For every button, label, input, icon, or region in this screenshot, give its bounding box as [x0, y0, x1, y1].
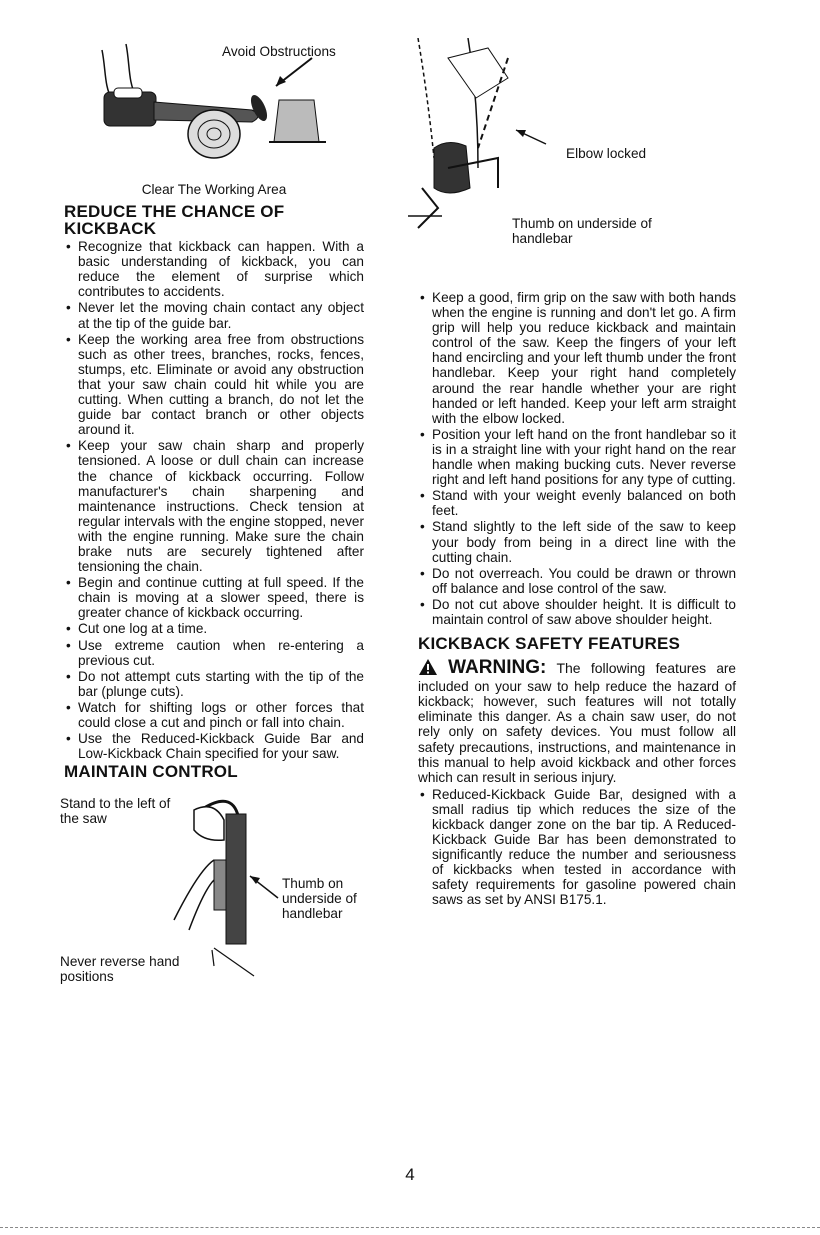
list-item: • Reduced-Kickback Guide Bar, designed with a small radius tip which reduces the size of the kickback danger zone on the bar tip. A Reduced-Kickback Guide Bar has been demonstrated to significantly reduce the number and seriousness of kickbacks when tested in accordance with safety requirements for gasoline powered chain saws as set by ANSI B175.1.	[418, 787, 736, 908]
warning-block	[418, 658, 736, 785]
left-column	[60, 30, 364, 985]
control-list	[418, 290, 736, 627]
thumb-underside-label: Thumb on underside of handlebar	[282, 876, 357, 922]
elbow-locked-figure	[378, 38, 736, 276]
warning-label: WARNING:	[448, 657, 547, 679]
list-item: • Watch for shifting logs or other forces that could close a cut and pinch or fall into chain.	[64, 700, 364, 730]
safety-features-heading: KICKBACK SAFETY FEATURES	[418, 634, 681, 654]
list-item: • Recognize that kickback can happen. With a basic understanding of kickback, you can reduce the element of surprise which contributes to accidents.	[64, 239, 364, 299]
list-item: • Keep the working area free from obstructions such as other trees, branches, rocks, fences, stumps, etc. Eliminate or avoid any obstruction that your saw chain could hit while you are cutting. When cutting a branch, do not let the guide bar contact branch or other objects around it.	[64, 332, 364, 438]
clear-working-area-caption: Clear The Working Area	[141, 182, 287, 197]
list-item: • Do not attempt cuts starting with the tip of the bar (plunge cuts).	[64, 669, 364, 699]
kickback-list	[64, 239, 364, 761]
list-item: • Stand slightly to the left side of the saw to keep your body from being in a direct line with the cutting chain.	[418, 519, 736, 564]
list-item: • Keep a good, firm grip on the saw with both hands when the engine is running and don't let go. A firm grip will help you reduce kickback and maintain control of the saw. Keep the fingers of your left hand encircling and your left thumb under the front handlebar. Keep your right hand completely around the rear handle whether your are right handed or left handed. Keep your left arm straight with the elbow locked.	[418, 290, 736, 426]
list-item: • Begin and continue cutting at full speed. If the chain is moving at a slower speed, there is greater chance of kickback occurring.	[64, 575, 364, 620]
thumb-underside-label: Thumb on underside of handlebar	[512, 216, 652, 246]
warning-lead: The following features	[556, 660, 707, 677]
list-item: • Position your left hand on the front handlebar so it is in a straight line with your right hand on the rear handle when making bucking cuts. Never reverse right and left hand positions for any type of cutting.	[418, 427, 736, 487]
maintain-control-heading: MAINTAIN CONTROL	[64, 762, 238, 782]
list-item: • Never let the moving chain contact any object at the tip of the guide bar.	[64, 300, 364, 330]
bottom-divider	[0, 1227, 820, 1228]
list-item: • Do not overreach. You could be drawn or thrown off balance and lose control of the saw.	[418, 566, 736, 596]
features-list	[418, 787, 736, 908]
page-number: 4	[405, 1165, 415, 1184]
stand-left-label: Stand to the left of the saw	[60, 796, 171, 827]
never-reverse-label: Never reverse hand positions	[60, 954, 180, 985]
list-item: • Use the Reduced-Kickback Guide Bar and Low-Kickback Chain specified for your saw.	[64, 731, 364, 761]
kickback-heading: REDUCE THE CHANCE OF KICKBACK	[64, 202, 285, 239]
list-item: • Do not cut above shoulder height. It is difficult to maintain control of saw above shoulder height.	[418, 597, 736, 627]
avoid-obstructions-label: Avoid Obstructions	[222, 44, 336, 59]
list-item: • Use extreme caution when re-entering a previous cut.	[64, 638, 364, 668]
list-item: • Cut one log at a time.	[64, 621, 364, 636]
elbow-locked-label: Elbow locked	[566, 146, 647, 161]
warning-icon	[418, 658, 438, 679]
list-item: • Keep your saw chain sharp and properly tensioned. A loose or dull chain can increase the chance of kickback occurring. Follow manufacturer's chain sharpening and maintenance instructions. Check tension at regular intervals with the engine stopped, never with the engine running. Make sure the chain brake nuts are securely tightened after tensioning the chain.	[64, 438, 364, 574]
right-column	[418, 38, 736, 909]
list-item: • Stand with your weight evenly balanced on both feet.	[418, 488, 736, 518]
maintain-control-figure	[60, 780, 364, 985]
warning-text: are included on your saw to help reduce the hazard of kickback; however, such features will not totally eliminate this danger. As a chain saw user, do not rely only on safety devices. You must follow all safety precautions, instructions, and maintenance in this manual to help avoid kickback and other forces which can result in serious injury.	[418, 661, 736, 785]
obstructions-figure	[64, 30, 364, 178]
